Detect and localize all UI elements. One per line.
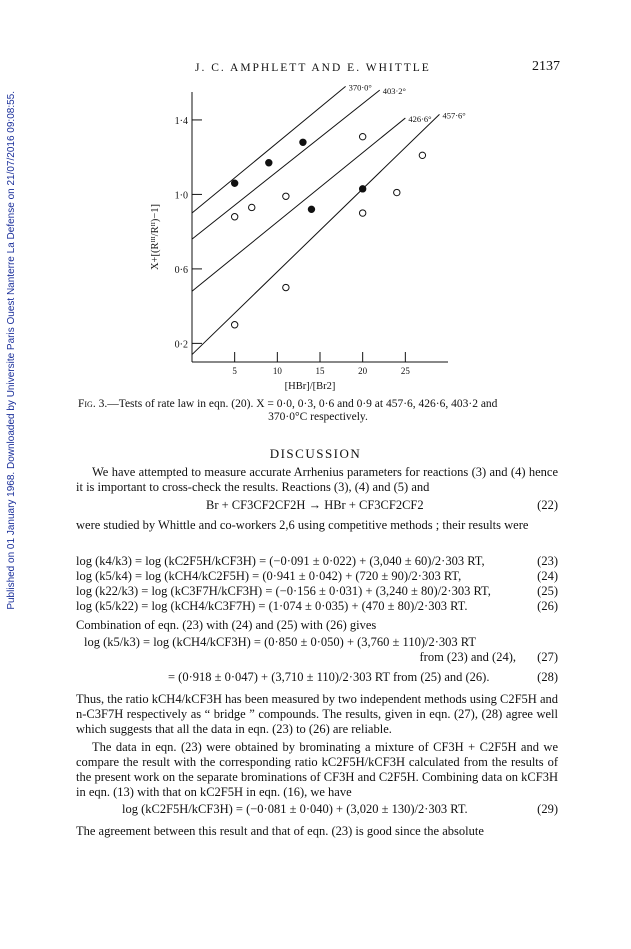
paragraph-3: Combination of eqn. (23) with (24) and (25) with (26) gives [76, 618, 377, 632]
data-point [394, 189, 400, 195]
eq22-text: Br + CF3CF2CF2H → HBr + CF3CF2CF2 [206, 498, 424, 512]
eq28-number: (28) [537, 670, 558, 684]
y-axis-label: X+[(Rᴵᴵᴵ/Rᴵᴵ)−1] [150, 203, 161, 271]
equation-text: log (k4/k3) = log (kC2F5H/kCF3H) = (−0·091 ± 0·022) + (3,040 ± 60)/2·303 RT, [76, 554, 485, 568]
paragraph-1: We have attempted to measure accurate Arrhenius parameters for reactions (3) and (4) hence it is important to cross-check the results. Reactions (3), (4) and (5) and [76, 465, 558, 494]
equation-number: (24) [537, 569, 558, 583]
x-axis-label: [HBr]/[Br2] [284, 381, 336, 392]
caption-line2: 370·0°C respectively. [268, 411, 368, 423]
x-tick-label: 5 [232, 366, 237, 376]
paragraph-5: The data in eqn. (23) were obtained by brominating a mixture of CF3H + C2F5H and we compare the result with the corresponding ratio kC2F5H/kCF3H calculated from the results of the present work on the separate brominations of CF3H and C2F5H. Combining data on kCF3H in eqn. (13) with that on kC2F5H in eqn. (16), we have [76, 740, 558, 799]
data-point [300, 139, 306, 145]
page-number: 2137 [532, 59, 560, 74]
series-label: 457·6° [442, 110, 466, 121]
data-point [231, 214, 237, 220]
series-line [192, 114, 439, 354]
data-point [266, 160, 272, 166]
series-label: 426·6° [408, 114, 432, 125]
x-tick-label: 20 [358, 366, 368, 376]
figure-3-chart [130, 82, 466, 394]
eq29-number: (29) [537, 802, 558, 816]
equation-number: (26) [537, 599, 558, 613]
y-tick-label: 1·4 [174, 115, 188, 127]
eq27-number: (27) [537, 650, 558, 664]
caption-line1: —Tests of rate law in eqn. (20). X = 0·0, 0·3, 0·6 and 0·9 at 457·6, 426·6, 403·2 and [107, 398, 498, 410]
y-tick-label: 0·6 [174, 264, 188, 276]
data-point [231, 322, 237, 328]
section-heading: DISCUSSION [269, 446, 362, 461]
running-header [0, 58, 631, 78]
eq27-text: log (k5/k3) = log (kCH4/kCF3H) = (0·850 ± 0·050) + (3,760 ± 110)/2·303 RT [84, 635, 476, 649]
data-point [419, 152, 425, 158]
equation-text: log (k5/k22) = log (kCH4/kC3F7H) = (1·074 ± 0·035) + (470 ± 80)/2·303 RT. [76, 599, 468, 613]
series-label: 403·2° [382, 86, 406, 97]
y-tick-label: 0·2 [174, 339, 188, 351]
data-point [231, 180, 237, 186]
caption-label: Fig. 3. [78, 398, 108, 410]
equation-number: (25) [537, 584, 558, 598]
eq22-number: (22) [537, 498, 558, 512]
publication-info: Published on 01 January 1968. Downloaded by Universite Paris Ouest Nanterre La Defense on 21/07/2016 09:08:55. [5, 90, 17, 610]
eq29-text: log (kC2F5H/kCF3H) = (−0·081 ± 0·040) + (3,020 ± 130)/2·303 RT. [122, 802, 468, 816]
x-tick-label: 15 [315, 366, 325, 376]
equation-number: (23) [537, 554, 558, 568]
figure-caption [78, 398, 558, 424]
header-authors: J. C. AMPHLETT AND E. WHITTLE [195, 62, 431, 74]
eq28-text: = (0·918 ± 0·047) + (3,710 ± 110)/2·303 RT from (25) and (26). [168, 670, 490, 684]
series-line [192, 118, 405, 291]
data-point [359, 210, 365, 216]
x-tick-label: 25 [400, 366, 410, 376]
data-point [308, 206, 314, 212]
series-label: 370·0° [348, 82, 372, 93]
paragraph-2: were studied by Whittle and co-workers 2,6 using competitive methods ; their results were [76, 518, 529, 532]
equation-text: log (k5/k4) = log (kCH4/kC2F5H) = (0·941 ± 0·042) + (720 ± 90)/2·303 RT, [76, 569, 462, 583]
data-point [283, 284, 289, 290]
data-point [249, 204, 255, 210]
x-tick-label: 10 [272, 366, 282, 376]
equation-text: log (k22/k3) = log (kC3F7H/kCF3H) = (−0·156 ± 0·031) + (3,240 ± 80)/2·303 RT, [76, 584, 491, 598]
data-point [283, 193, 289, 199]
eq27-from: from (23) and (24), [419, 650, 516, 664]
publication-watermark [4, 90, 18, 610]
data-point [359, 133, 365, 139]
paragraph-4: Thus, the ratio kCH4/kCF3H has been measured by two independent methods using C2F5H and n-C3F7H respectively as “ bridge ” compounds. The results, given in eqn. (27), (28) agree well which suggests that all the data in eqn. (23) to (26) are reliable. [76, 692, 558, 736]
series-line [192, 86, 346, 213]
paragraph-6: The agreement between this result and that of eqn. (23) is good since the absolute [76, 824, 484, 838]
y-tick-label: 1·0 [174, 190, 188, 202]
series-line [192, 90, 380, 239]
